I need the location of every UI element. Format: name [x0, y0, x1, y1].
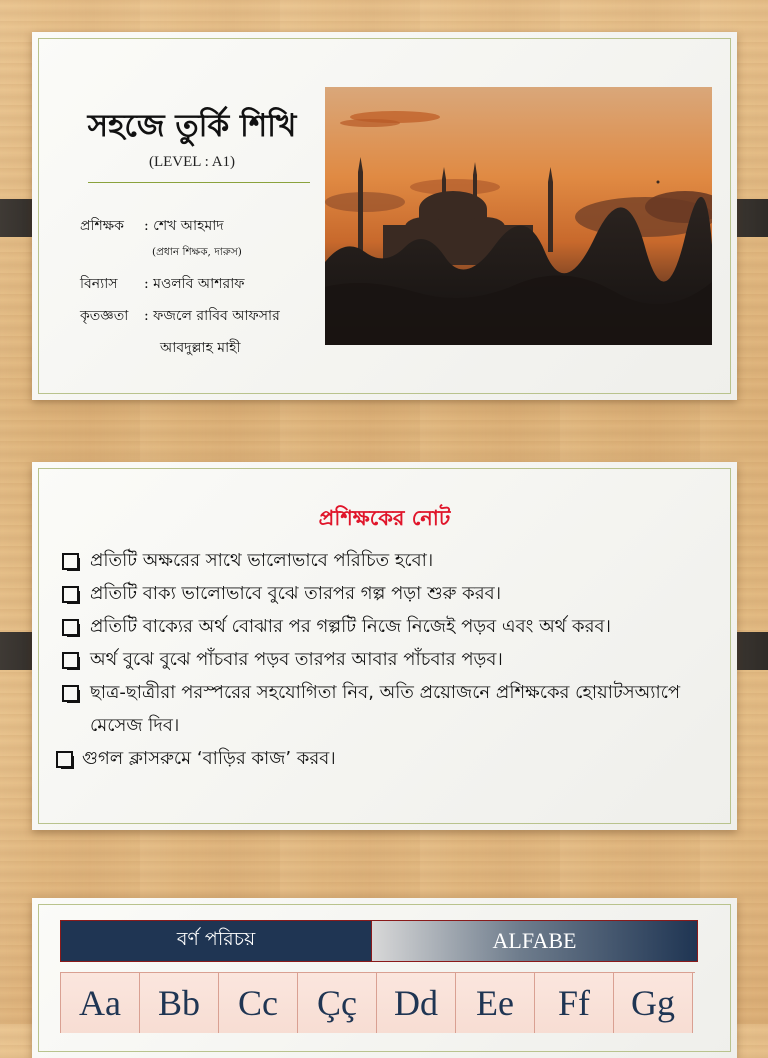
trainer-name: : শেখ আহমাদ	[144, 218, 224, 234]
alphabet-header-bengali: বর্ণ পরিচয়	[61, 921, 372, 961]
notes-list	[60, 544, 720, 775]
letter-cell: Çç	[298, 973, 377, 1033]
title-divider	[88, 182, 310, 183]
list-item-text: গুগল ক্লাসরুমে ‘বাড়ির কাজ’ করব।	[82, 748, 336, 769]
notes-title: প্রশিক্ষকের নোট	[318, 506, 451, 530]
letter-cell: Ee	[456, 973, 535, 1033]
checkbox-bullet-icon	[62, 619, 79, 636]
layout-name: : মওলবি আশরাফ	[144, 276, 245, 292]
alphabet-header	[60, 920, 698, 962]
letter-cell: Bb	[140, 973, 219, 1033]
notes-slide	[32, 462, 737, 830]
list-item	[60, 676, 720, 742]
letter-cell: Ff	[535, 973, 614, 1033]
list-item-text: ছাত্র-ছাত্রীরা পরস্পরের সহযোগিতা নিব, অতি প্রয়োজনে প্রশিক্ষকের হোয়াটসঅ্যাপে মেসেজ দিব।	[90, 682, 681, 736]
checkbox-bullet-icon	[56, 751, 73, 768]
alphabet-slide	[32, 898, 737, 1058]
course-title: সহজে তুর্কি শিখি	[87, 108, 297, 144]
list-item	[60, 544, 720, 577]
layout-label: বিন্যাস	[80, 276, 118, 292]
list-item	[60, 610, 720, 643]
checkbox-bullet-icon	[62, 586, 79, 603]
thanks-label: কৃতজ্ঞতা	[80, 308, 129, 324]
thanks-name-1: : ফজলে রাবিব আফসার	[144, 308, 280, 324]
letter-cell: Gg	[614, 973, 693, 1033]
checkbox-bullet-icon	[62, 652, 79, 669]
mosque-sunset-photo	[325, 87, 712, 345]
title-slide	[32, 32, 737, 400]
letter-cell: Dd	[377, 973, 456, 1033]
list-item-text: প্রতিটি বাক্যের অর্থ বোঝার পর গল্পটি নিজে নিজেই পড়ব এবং অর্থ করব।	[90, 616, 611, 637]
list-item-text: প্রতিটি অক্ষরের সাথে ভালোভাবে পরিচিত হবো।	[90, 550, 434, 571]
alphabet-header-turkish: ALFABE	[372, 921, 697, 961]
letter-cell: Aa	[61, 973, 140, 1033]
list-item	[60, 742, 720, 775]
list-item	[60, 643, 720, 676]
thanks-name-2: আবদুল্লাহ মাহী	[160, 340, 241, 356]
list-item-text: প্রতিটি বাক্য ভালোভাবে বুঝে তারপর গল্প পড়া শুরু করব।	[90, 583, 502, 604]
letter-cell: Cc	[219, 973, 298, 1033]
checkbox-bullet-icon	[62, 685, 79, 702]
trainer-note: (প্রধান শিক্ষক, দারুস)	[152, 246, 242, 258]
trainer-label: প্রশিক্ষক	[80, 218, 124, 234]
list-item	[60, 577, 720, 610]
list-item-text: অর্থ বুঝে বুঝে পাঁচবার পড়ব তারপর আবার পাঁচবার পড়ব।	[90, 649, 503, 670]
checkbox-bullet-icon	[62, 553, 79, 570]
course-level: (LEVEL : A1)	[148, 154, 236, 170]
